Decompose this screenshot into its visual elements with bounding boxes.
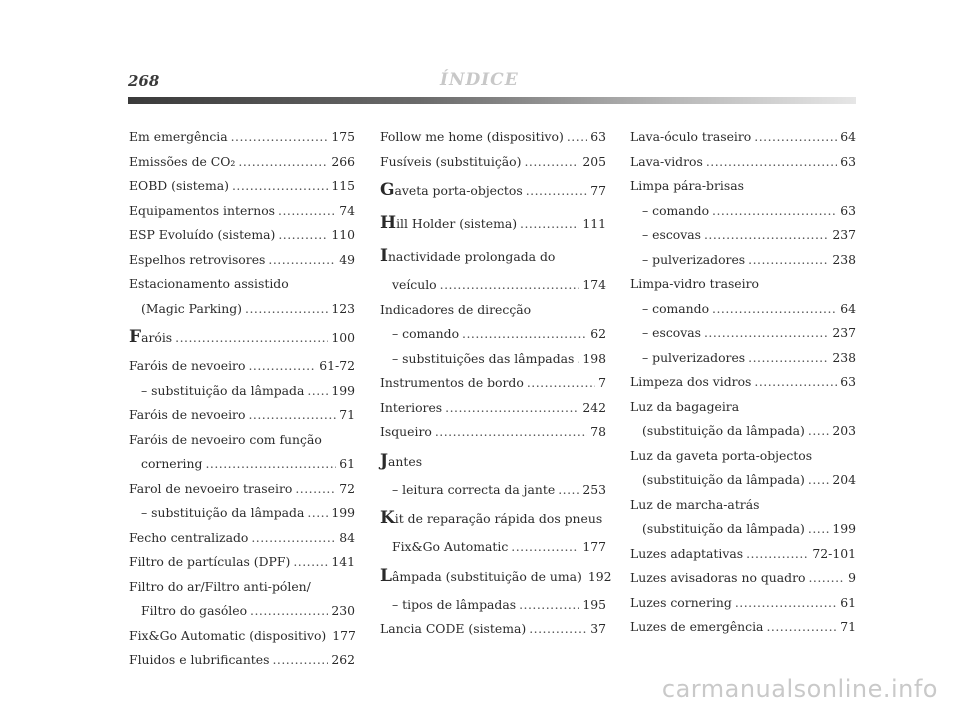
leader-dots bbox=[248, 354, 316, 379]
entry-page: 7 bbox=[598, 375, 606, 390]
entry-label: Luzes de emergência bbox=[630, 619, 764, 634]
leader-dots bbox=[445, 396, 579, 421]
index-entry bbox=[380, 420, 606, 445]
entry-label: (substituição da lâmpada) bbox=[642, 521, 805, 536]
entry-page: 266 bbox=[331, 153, 355, 169]
index-entry-heading bbox=[630, 444, 856, 469]
index-entry bbox=[129, 223, 355, 248]
entry-label: Jantes bbox=[380, 450, 423, 471]
page-title: ÍNDICE bbox=[440, 70, 519, 90]
index-entry bbox=[129, 501, 355, 526]
entry-page: 63 bbox=[840, 202, 856, 218]
entry-page: 262 bbox=[331, 652, 355, 667]
entry-label: veículo bbox=[392, 277, 437, 292]
entry-label: EOBD (sistema) bbox=[129, 178, 229, 193]
index-entry bbox=[380, 396, 606, 421]
entry-page: 177 bbox=[582, 539, 606, 554]
index-entry bbox=[129, 452, 355, 477]
leader-dots bbox=[808, 419, 829, 444]
leader-dots bbox=[307, 501, 328, 526]
entry-label: – tipos de lâmpadas bbox=[392, 596, 517, 612]
leader-dots bbox=[278, 199, 336, 224]
leader-dots bbox=[520, 207, 579, 240]
index-entry bbox=[380, 478, 606, 503]
index-entry bbox=[129, 297, 355, 322]
index-entry bbox=[129, 477, 355, 502]
entry-label: ESP Evoluído (sistema) bbox=[129, 227, 276, 242]
index-entry-heading bbox=[380, 298, 606, 323]
entry-page: 74 bbox=[339, 202, 355, 218]
leader-dots bbox=[766, 615, 837, 640]
entry-page: 72 bbox=[339, 480, 355, 496]
leader-dots bbox=[250, 599, 328, 624]
index-entry bbox=[630, 321, 856, 346]
index-entry-heading bbox=[630, 395, 856, 420]
index-entry bbox=[630, 223, 856, 248]
entry-label: Limpa pára-brisas bbox=[630, 178, 744, 193]
entry-label: Estacionamento assistido bbox=[129, 276, 289, 291]
index-entry bbox=[129, 199, 355, 224]
entry-page: 199 bbox=[331, 505, 355, 520]
entry-label: cornering bbox=[141, 456, 203, 471]
entry-page: 64 bbox=[840, 129, 856, 144]
leader-dots bbox=[526, 174, 587, 207]
index-column-3 bbox=[630, 125, 856, 640]
entry-label: Fecho centralizado bbox=[129, 529, 249, 545]
entry-page: 63 bbox=[840, 153, 856, 169]
entry-label: Luz da bagageira bbox=[630, 398, 740, 414]
entry-label: Faróis bbox=[129, 327, 173, 347]
entry-page: 9 bbox=[848, 570, 856, 585]
entry-page: 123 bbox=[331, 300, 355, 316]
entry-page: 253 bbox=[582, 481, 606, 497]
leader-dots bbox=[754, 125, 837, 150]
entry-label: (substituição da lâmpada) bbox=[642, 472, 805, 487]
entry-page: 61 bbox=[840, 594, 856, 610]
index-entry bbox=[129, 321, 355, 354]
index-entry bbox=[380, 322, 606, 347]
entry-label: – substituição da lâmpada bbox=[141, 505, 305, 520]
entry-page: 174 bbox=[582, 277, 606, 292]
index-entry bbox=[380, 150, 606, 175]
leader-dots bbox=[519, 593, 579, 618]
entry-label: – pulverizadores bbox=[642, 349, 746, 365]
entry-label: – escovas bbox=[642, 227, 701, 242]
leader-dots bbox=[704, 321, 829, 346]
leader-dots bbox=[754, 370, 837, 395]
entry-label: Fusíveis (substituição) bbox=[380, 153, 522, 169]
entry-label: Espelhos retrovisores bbox=[129, 251, 266, 267]
index-entry bbox=[630, 468, 856, 493]
index-entry bbox=[630, 150, 856, 175]
leader-dots bbox=[175, 321, 328, 354]
entry-page: 77 bbox=[590, 183, 606, 198]
entry-page: 110 bbox=[331, 227, 355, 242]
index-entry bbox=[630, 517, 856, 542]
leader-dots bbox=[435, 420, 587, 445]
entry-label: – substituição da lâmpada bbox=[141, 382, 305, 398]
entry-page: 204 bbox=[832, 472, 856, 487]
entry-page: 62 bbox=[590, 326, 606, 341]
entry-label: Hill Holder (sistema) bbox=[380, 213, 518, 233]
entry-label: Lancia CODE (sistema) bbox=[380, 621, 527, 636]
leader-dots bbox=[268, 248, 336, 273]
index-entry bbox=[129, 526, 355, 551]
leader-dots bbox=[712, 199, 837, 224]
index-entry bbox=[129, 248, 355, 273]
index-entry bbox=[380, 273, 606, 298]
entry-label: – comando bbox=[392, 326, 460, 341]
entry-label: Filtro do ar/Filtro anti-pólen/ bbox=[129, 578, 311, 594]
leader-dots bbox=[735, 591, 837, 616]
entry-label: Limpeza dos vidros bbox=[630, 374, 752, 389]
leader-dots bbox=[295, 477, 336, 502]
leader-dots bbox=[205, 452, 336, 477]
index-entry bbox=[380, 371, 606, 396]
entry-page: 177 bbox=[332, 627, 356, 643]
entry-label: Gaveta porta-objectos bbox=[380, 180, 523, 200]
entry-page: 84 bbox=[339, 529, 355, 545]
entry-page: 230 bbox=[331, 603, 355, 618]
leader-dots bbox=[245, 297, 328, 322]
entry-page: 195 bbox=[582, 596, 606, 612]
entry-label: Luzes adaptativas bbox=[630, 545, 744, 561]
entry-page: 237 bbox=[832, 325, 856, 340]
index-entry bbox=[129, 379, 355, 404]
index-entry bbox=[630, 370, 856, 395]
leader-dots bbox=[706, 150, 837, 175]
entry-page: 72-101 bbox=[812, 545, 856, 561]
index-entry-heading bbox=[129, 575, 355, 600]
leader-dots bbox=[248, 403, 336, 428]
leader-dots bbox=[278, 223, 328, 248]
leader-dots bbox=[577, 347, 579, 372]
entry-label: Luz de marcha-atrás bbox=[630, 496, 760, 512]
entry-page: 242 bbox=[582, 399, 606, 415]
index-entry bbox=[630, 419, 856, 444]
index-entry bbox=[630, 346, 856, 371]
entry-label: Faróis de nevoeiro bbox=[129, 407, 246, 422]
entry-page: 111 bbox=[582, 216, 606, 231]
index-entry bbox=[129, 599, 355, 624]
entry-page: 199 bbox=[832, 521, 856, 536]
leader-dots bbox=[558, 478, 579, 503]
entry-label: Em emergência bbox=[129, 129, 228, 144]
entry-label: Faróis de nevoeiro bbox=[129, 358, 246, 373]
leader-dots bbox=[293, 550, 328, 575]
entry-page: 237 bbox=[832, 227, 856, 242]
index-entry bbox=[129, 174, 355, 199]
leader-dots bbox=[567, 125, 587, 150]
leader-dots bbox=[462, 322, 587, 347]
leader-dots bbox=[712, 297, 837, 322]
entry-page: 61 bbox=[339, 456, 355, 471]
entry-label: Fix&Go Automatic (dispositivo) bbox=[129, 627, 327, 643]
leader-dots bbox=[529, 617, 587, 642]
leader-dots bbox=[704, 223, 829, 248]
index-entry bbox=[380, 535, 606, 560]
entry-page: 199 bbox=[331, 382, 355, 398]
entry-label: Lava-óculo traseiro bbox=[630, 129, 752, 144]
index-entry bbox=[129, 624, 355, 649]
entry-label: Emissões de CO₂ bbox=[129, 153, 236, 169]
entry-label: – leitura correcta da jante bbox=[392, 481, 556, 497]
index-column-2 bbox=[380, 125, 612, 642]
entry-page: 63 bbox=[590, 129, 606, 144]
index-entry bbox=[380, 174, 606, 207]
leader-dots bbox=[746, 542, 809, 567]
entry-label: – substituições das lâmpadas bbox=[392, 350, 575, 366]
entry-label: Luzes avisadoras no quadro bbox=[630, 570, 806, 585]
index-entry bbox=[630, 542, 856, 567]
leader-dots bbox=[251, 526, 336, 551]
entry-label: Luz da gaveta porta-objectos bbox=[630, 447, 813, 463]
index-entry bbox=[380, 347, 606, 372]
index-entry bbox=[380, 560, 612, 593]
entry-label: – comando bbox=[642, 202, 710, 218]
entry-label: Faróis de nevoeiro com função bbox=[129, 431, 322, 447]
index-entry-heading bbox=[129, 272, 355, 297]
entry-label: Farol de nevoeiro traseiro bbox=[129, 480, 293, 496]
index-entry bbox=[380, 207, 606, 240]
index-entry bbox=[129, 125, 355, 150]
index-entry bbox=[630, 248, 856, 273]
index-entry-heading bbox=[380, 502, 606, 535]
entry-label: Follow me home (dispositivo) bbox=[380, 129, 564, 144]
entry-page: 198 bbox=[582, 350, 606, 366]
entry-page: 205 bbox=[582, 153, 606, 169]
entry-label: Equipamentos internos bbox=[129, 202, 276, 218]
index-entry bbox=[630, 199, 856, 224]
entry-label: Indicadores de direcção bbox=[380, 301, 532, 317]
entry-label: Filtro de partículas (DPF) bbox=[129, 554, 291, 569]
entry-page: 192 bbox=[587, 568, 612, 584]
leader-dots bbox=[272, 648, 328, 673]
entry-page: 141 bbox=[331, 554, 355, 569]
entry-page: 71 bbox=[339, 407, 355, 422]
index-entry-heading bbox=[630, 174, 856, 199]
index-entry-heading bbox=[380, 445, 606, 478]
index-entry bbox=[380, 593, 606, 618]
index-entry-heading bbox=[380, 240, 606, 273]
entry-label: Interiores bbox=[380, 399, 443, 415]
entry-label: Inactividade prolongada do bbox=[380, 246, 556, 266]
entry-page: 238 bbox=[832, 251, 856, 267]
index-entry bbox=[630, 297, 856, 322]
index-entry bbox=[129, 403, 355, 428]
entry-page: 37 bbox=[590, 621, 606, 636]
entry-label: – escovas bbox=[642, 325, 701, 340]
leader-dots bbox=[511, 535, 579, 560]
entry-label: Luzes cornering bbox=[630, 594, 732, 610]
index-entry bbox=[129, 648, 355, 673]
leader-dots bbox=[808, 517, 829, 542]
index-entry bbox=[129, 150, 355, 175]
index-column-1 bbox=[129, 125, 355, 673]
page-number: 268 bbox=[128, 72, 160, 90]
leader-dots bbox=[524, 150, 579, 175]
entry-label: Filtro do gasóleo bbox=[141, 603, 248, 618]
leader-dots bbox=[440, 273, 580, 298]
index-entry bbox=[630, 566, 856, 591]
index-entry bbox=[129, 550, 355, 575]
entry-label: – pulverizadores bbox=[642, 251, 746, 267]
leader-dots bbox=[232, 174, 328, 199]
entry-label: Lava-vidros bbox=[630, 153, 703, 169]
leader-dots bbox=[307, 379, 328, 404]
entry-label: Fluidos e lubrificantes bbox=[129, 652, 270, 667]
index-entry bbox=[380, 125, 606, 150]
entry-page: 238 bbox=[832, 349, 856, 365]
entry-label: Lâmpada (substituição de uma) bbox=[380, 565, 582, 586]
index-entry bbox=[630, 591, 856, 616]
entry-label: Isqueiro bbox=[380, 424, 432, 439]
entry-page: 115 bbox=[331, 178, 355, 193]
entry-page: 61-72 bbox=[319, 358, 355, 373]
entry-page: 71 bbox=[840, 619, 856, 634]
header-rule bbox=[128, 97, 856, 104]
index-entry-heading bbox=[630, 493, 856, 518]
entry-label: Fix&Go Automatic bbox=[392, 539, 509, 554]
index-entry bbox=[630, 615, 856, 640]
entry-label: Kit de reparação rápida dos pneus bbox=[380, 508, 603, 528]
leader-dots bbox=[808, 566, 845, 591]
entry-label: Instrumentos de bordo bbox=[380, 375, 524, 390]
index-entry bbox=[630, 125, 856, 150]
watermark: carmanualsonline.info bbox=[661, 675, 938, 703]
entry-label: (Magic Parking) bbox=[141, 300, 242, 316]
entry-page: 64 bbox=[840, 300, 856, 316]
entry-page: 203 bbox=[832, 423, 856, 438]
entry-page: 100 bbox=[331, 330, 355, 345]
leader-dots bbox=[231, 125, 329, 150]
entry-label: – comando bbox=[642, 300, 710, 316]
index-entry bbox=[380, 617, 606, 642]
index-entry-heading bbox=[630, 272, 856, 297]
leader-dots bbox=[748, 248, 829, 273]
index-entry bbox=[129, 354, 355, 379]
leader-dots bbox=[808, 468, 829, 493]
leader-dots bbox=[527, 371, 595, 396]
leader-dots bbox=[748, 346, 829, 371]
entry-label: Limpa-vidro traseiro bbox=[630, 276, 759, 291]
entry-page: 175 bbox=[331, 129, 355, 144]
entry-label: (substituição da lâmpada) bbox=[642, 423, 805, 438]
index-entry-heading bbox=[129, 428, 355, 453]
leader-dots bbox=[238, 150, 328, 175]
entry-page: 49 bbox=[339, 251, 355, 267]
entry-page: 78 bbox=[590, 424, 606, 439]
entry-page: 63 bbox=[840, 374, 856, 389]
